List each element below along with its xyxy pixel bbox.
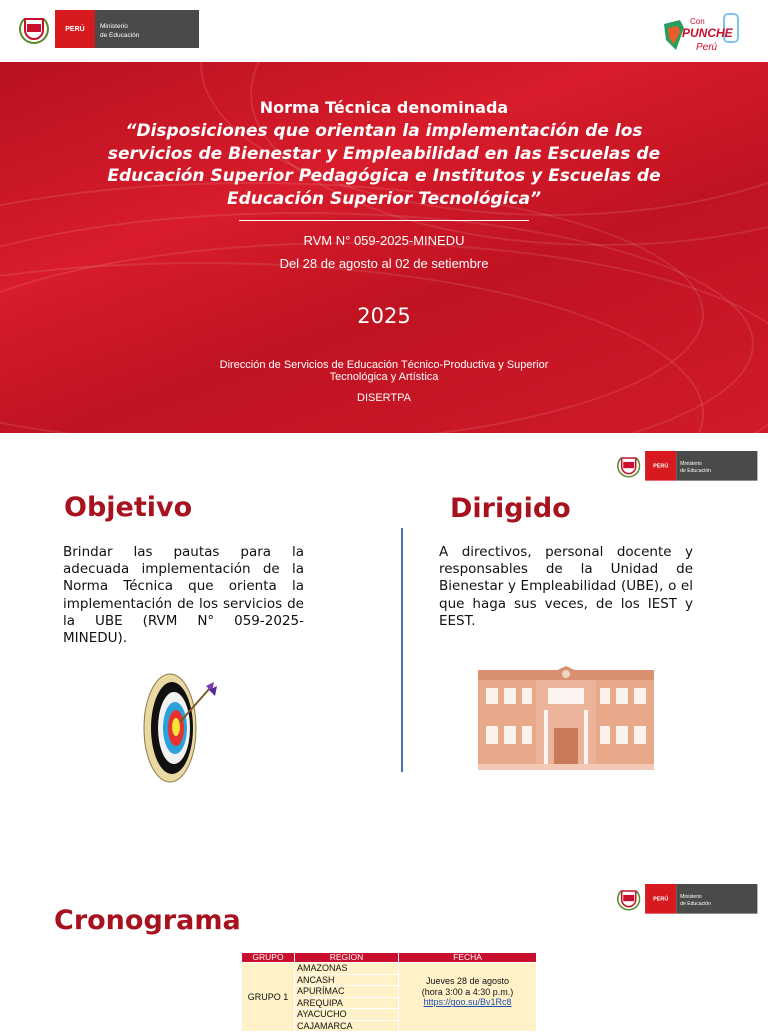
- group-cell: GRUPO 1: [242, 963, 295, 1032]
- peru-coat-of-arms-icon: [617, 454, 640, 477]
- column-header: FECHA: [399, 953, 537, 963]
- region-cell: ANCASH: [295, 974, 399, 986]
- region-cell: CAJAMARCA: [295, 1020, 399, 1032]
- column-divider: [401, 528, 403, 772]
- cover-rvm: RVM N° 059-2025-MINEDU: [303, 233, 465, 248]
- schedule-table: [241, 952, 537, 1032]
- peru-coat-of-arms-icon: [617, 887, 640, 910]
- peru-label: PERÚ: [645, 451, 676, 481]
- con-punche-peru-logo: [658, 10, 742, 56]
- minedu-logo: [617, 884, 757, 914]
- column-header: GRUPO: [242, 953, 295, 963]
- objective-text: Brindar las pautas para la adecuada implementación de la Norma Técnica que orienta la implementación de los servicios de la UBE (RVM N° 059-2025-MINEDU).: [63, 544, 304, 647]
- date-cell: Jueves 28 de agosto (hora 3:00 a 4:30 p.m.) https://goo.su/Bv1Rc8: [399, 963, 537, 1032]
- column-header: REGION: [295, 953, 399, 963]
- region-cell: AYACUCHO: [295, 1009, 399, 1021]
- meeting-link[interactable]: https://goo.su/Bv1Rc8: [423, 997, 512, 1008]
- minedu-logo: [617, 451, 757, 481]
- cover-dates: Del 28 de agosto al 02 de setiembre: [279, 256, 489, 271]
- peru-label: PERÚ: [55, 10, 95, 48]
- peru-coat-of-arms-icon: [19, 14, 49, 44]
- ministry-label: Ministerio de Educación: [95, 10, 199, 48]
- cover-direction: Dirección de Servicios de Educación Técnico-Productiva y Superior Tecnológica y Artística: [219, 359, 549, 383]
- peru-label: PERÚ: [645, 884, 676, 914]
- objective-title: Objetivo: [64, 492, 193, 523]
- table-header-row: [242, 953, 537, 963]
- region-cell: AMAZONAS: [295, 963, 399, 975]
- svg-text:Con: Con: [690, 17, 705, 26]
- target-icon: [110, 672, 260, 784]
- cover-year: 2025: [357, 304, 411, 328]
- cover-acronym: DISERTPA: [357, 392, 411, 404]
- cover-title: “Disposiciones que orientan la implementación de los servicios de Bienestar y Empleabilidad en las Escuelas de Educación Superior Pedagógica e Institutos y Escuelas de Educación Superior Tecnológica”: [107, 121, 661, 209]
- region-cell: AREQUIPA: [295, 997, 399, 1009]
- svg-text:PUNCHE: PUNCHE: [682, 26, 733, 40]
- cover-divider: [239, 220, 529, 221]
- audience-text: A directivos, personal docente y responsables de la Unidad de Bienestar y Empleabilidad (UBE), o el que haga sus veces, de los IEST y EEST.: [439, 544, 693, 629]
- ministry-label: Ministerio de Educación: [676, 451, 757, 481]
- school-building-icon: [478, 666, 654, 770]
- audience-title: Dirigido: [450, 493, 571, 524]
- ministry-label: Ministerio de Educación: [676, 884, 757, 914]
- schedule-title: Cronograma: [54, 905, 241, 936]
- svg-text:Perú: Perú: [696, 42, 718, 53]
- minedu-logo: [19, 10, 199, 48]
- region-cell: APURÍMAC: [295, 986, 399, 998]
- cover-heading: Norma Técnica denominada: [259, 98, 509, 117]
- table-row: [242, 963, 537, 975]
